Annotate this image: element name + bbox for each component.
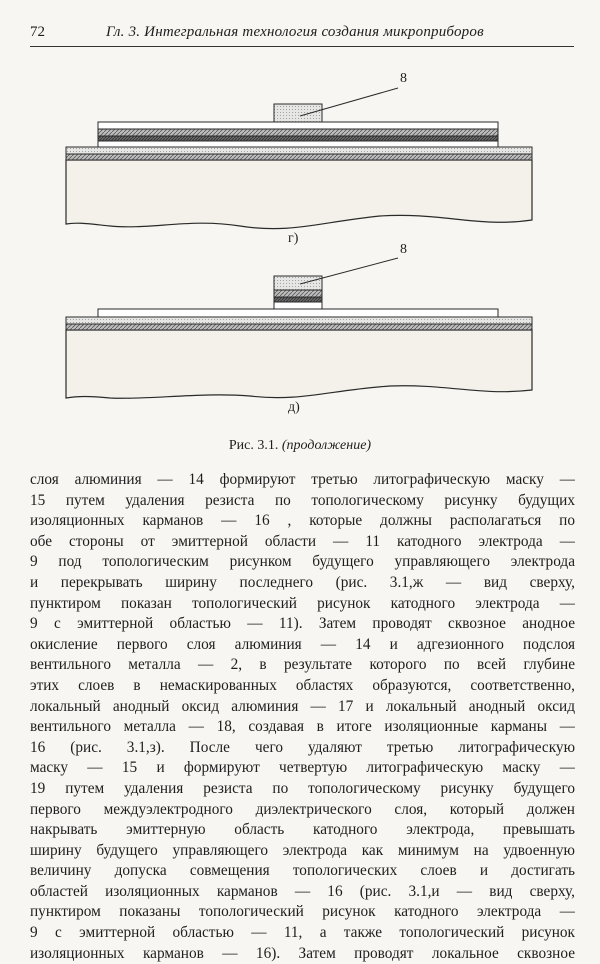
stack-top-d bbox=[274, 276, 322, 290]
substrate-g bbox=[66, 160, 532, 229]
text-line: локальный анодный оксид алюминия — 17 и локальный анодный оксид bbox=[30, 697, 575, 715]
text-line: 16 (рис. 3.1,з). После чего удаляют третью литографическую bbox=[30, 738, 575, 756]
callout-number-top: 8 bbox=[400, 71, 407, 86]
text-line: этих слоев в немаскированных областях образуются, соответственно, bbox=[30, 676, 575, 694]
text-line: пунктиром показаны топологический рисунок катодного электрода — bbox=[30, 903, 575, 921]
substrate-top-layer-g bbox=[66, 147, 532, 154]
diagram-d bbox=[66, 258, 532, 398]
caption-prefix: Рис. 3.1. bbox=[228, 438, 279, 453]
text-line: изоляционных карманов — 16). Затем проводят локальное сквозное bbox=[30, 944, 575, 962]
oxide-layer-d bbox=[66, 324, 532, 330]
electrode-layer-bot-g bbox=[98, 136, 498, 141]
body-paragraph bbox=[30, 470, 575, 964]
text-line: первого междуэлектродного диэлектрического слоя, который должен bbox=[30, 800, 575, 818]
electrode-layer-mid-g bbox=[98, 129, 498, 136]
electrode-base-d bbox=[98, 309, 498, 317]
text-line: и перекрывать ширину последнего (рис. 3.1,ж — вид сверху, bbox=[30, 573, 575, 591]
text-line: обе стороны от эмиттерной области — 11 катодного электрода — bbox=[30, 532, 575, 550]
text-line: изоляционных карманов — 16 , которые должны располагаться по bbox=[30, 512, 575, 530]
text-line: 15 путем удаления резиста по топологическому рисунку будущих bbox=[30, 491, 575, 509]
diagram-g bbox=[66, 88, 532, 229]
page-number: 72 bbox=[30, 24, 45, 40]
text-line: областей изоляционных карманов — 16 (рис. 3.1,и — вид сверху, bbox=[30, 882, 575, 900]
stack-base-d bbox=[274, 302, 322, 309]
mask-block-g bbox=[274, 104, 322, 122]
stack-mid-d bbox=[274, 290, 322, 297]
subfigure-label-g: г) bbox=[288, 231, 299, 246]
electrode-base-g bbox=[98, 141, 498, 147]
cross-section-diagram bbox=[0, 0, 600, 470]
caption-suffix: (продолжение) bbox=[281, 438, 372, 453]
text-line: накрывать эмиттерную область катодного электрода, превышать bbox=[30, 821, 575, 839]
running-title: Гл. 3. Интегральная технология создания микроприборов bbox=[106, 24, 484, 40]
text-line: 9 с эмиттерной областью — 11). Затем проводят сквозное анодное bbox=[30, 615, 575, 633]
callout-number-bottom: 8 bbox=[400, 242, 407, 257]
substrate-d bbox=[66, 330, 532, 398]
callout-line-d bbox=[300, 258, 398, 284]
text-line: вентильного металла — 18, создавая в итоге изоляционные карманы — bbox=[30, 718, 575, 736]
text-line: пунктиром показан топологический рисунок катодного электрода — bbox=[30, 594, 575, 612]
text-line: вентильного металла — 2, в результате которого по всей глубине bbox=[30, 656, 575, 674]
text-line: ширину будущего управляющего электрода как минимум на удвоенную bbox=[30, 841, 575, 859]
stack-dark-d bbox=[274, 297, 322, 302]
electrode-layer-top-g bbox=[98, 122, 498, 129]
text-line: маску — 15 и формируют четвертую литографическую маску — bbox=[30, 759, 575, 777]
text-line: 9 под топологическим рисунком будущего управляющего электрода bbox=[30, 553, 575, 571]
callout-line-g bbox=[300, 88, 398, 116]
figure-caption bbox=[0, 438, 600, 454]
substrate-top-layer-d bbox=[66, 317, 532, 324]
text-line: величину допуска совмещения топологических слоев и достигать bbox=[30, 862, 575, 880]
figure-3-1 bbox=[0, 0, 600, 470]
text-line: слоя алюминия — 14 формируют третью литографическую маску — bbox=[30, 471, 575, 488]
text-line: 19 путем удаления резиста по топологическому рисунку будущего bbox=[30, 779, 575, 797]
subfigure-label-d: д) bbox=[288, 400, 300, 415]
oxide-layer-g bbox=[66, 154, 532, 160]
text-line: окисление первого слоя алюминия — 14 и адгезионного подслоя bbox=[30, 635, 575, 653]
text-line: 9 с эмиттерной областью — 11, а также топологический рисунок bbox=[30, 924, 575, 942]
